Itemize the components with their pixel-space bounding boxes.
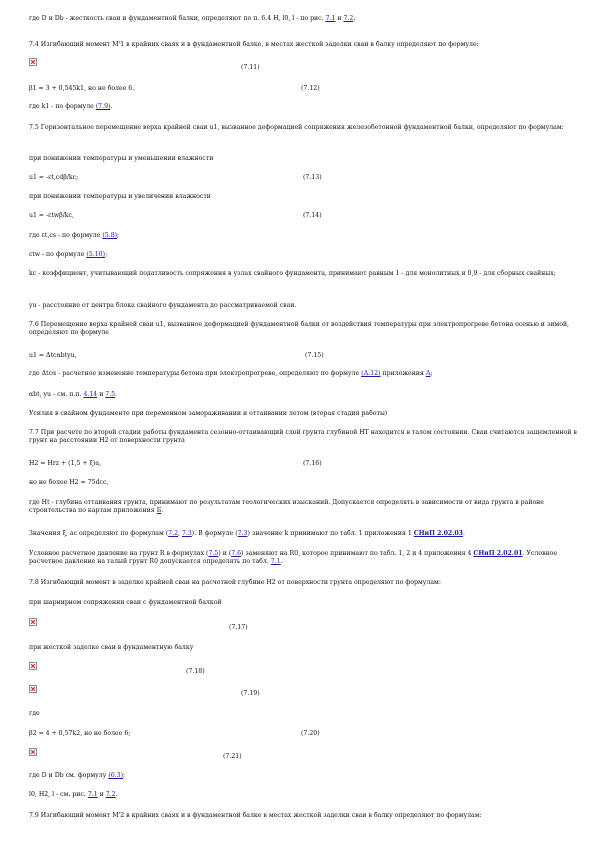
link-table-7-1[interactable]: 7.1 — [270, 558, 281, 565]
formula-number: (7.18) — [186, 668, 205, 675]
link-4-14[interactable]: 4.14 — [83, 391, 98, 398]
formula-number: (7.20) — [301, 730, 320, 737]
text-paragraph: где k1 - по формуле (7.9). — [29, 103, 113, 110]
formula-7-15: u1 = Δtcαbtyu, — [29, 352, 77, 359]
link-7-2[interactable]: 7.2 — [105, 791, 116, 798]
text-paragraph: εtw - по формуле (5.10); — [29, 251, 108, 258]
text-paragraph: при понижении температуры и увеличении влажности — [29, 193, 211, 200]
link-7-2[interactable]: 7.2 — [343, 15, 354, 22]
text-paragraph: yu - расстояние от центра блока свайного фундамента до рассматриваемой сваи. — [29, 302, 297, 309]
text-paragraph: где Ht - глубина оттаивания грунта, принимают по результатам геологических изысканий. Допускается определять в зависимости от вида грунта в районе строительства по картам приложения Б. — [29, 499, 544, 514]
text-paragraph: но не более H2 = 75dcc, — [29, 479, 109, 486]
formula-image-7-19 — [29, 685, 37, 693]
text-paragraph: kc - коэффициент, учитывающий податливость сопряжения в узлах свайного фундамента, принимают равным 1 - для монолитных и 0,9 - для сборных свайных; — [29, 270, 556, 277]
section-7-6: 7.6 Перемещение верха крайней сваи u1, вызванное деформацией фундаментной балки от воздействия температуры при электропрогреве бетона осенью и зимой, определяют по формуле — [29, 321, 570, 336]
formula-number: (7.12) — [301, 85, 320, 92]
section-7-9: 7.9 Изгибающий момент M'2 в крайних сваях и в фундаментной балке в местах жесткой заделки сваи в балку определяют по формулам: — [29, 812, 482, 819]
formula-7-20: β2 = 4 + 0,57k2, но не более 6; — [29, 730, 131, 737]
link-7-1[interactable]: 7.1 — [325, 15, 336, 22]
link-7-3[interactable]: 7.3 — [181, 530, 192, 537]
broken-image-icon — [31, 60, 35, 64]
text-paragraph: Условное расчетное давление на грунт R в формулах (7.5) и (7.6) заменяют на R0, которое принимают по табл. 1, 2 и 4 приложения 4 СНиП 2.02.01. Условное расчетное давление на талый грунт R0 допускается определять по табл. 7.1. — [29, 550, 558, 565]
formula-image-7-18 — [29, 662, 37, 670]
link-formula-6-3[interactable]: (6.3) — [108, 772, 123, 779]
formula-image-7-11 — [29, 58, 37, 66]
formula-number: (7.15) — [305, 352, 324, 359]
formula-number: (7.13) — [303, 174, 322, 181]
text-paragraph: где — [29, 710, 40, 717]
section-7-5: 7.5 Горизонтальное перемещение верха крайней сваи u1, вызванное деформацией сопряжения железобетонной фундаментной балки, определяют по формулам: — [29, 124, 564, 131]
formula-image-7-17 — [29, 618, 37, 626]
section-7-8: 7.8 Изгибающий момент в заделке крайней сваи на расчетной глубине H2 от поверхности грунта определяют по формулам: — [29, 579, 441, 586]
formula-number: (7.16) — [303, 460, 322, 467]
link-7-6[interactable]: 7.6 — [231, 550, 242, 557]
link-7-2[interactable]: 7.2 — [168, 530, 179, 537]
formula-image-7-21 — [29, 748, 37, 756]
broken-image-icon — [31, 687, 35, 691]
link-snip-2-02-03[interactable]: СНиП 2.02.03 — [413, 530, 463, 537]
text-paragraph: где εt,cs - по формуле (5.8); — [29, 232, 120, 239]
formula-number: (7.19) — [241, 690, 260, 697]
text-paragraph: при шарнирном сопряжении сваи с фундаментной балкой — [29, 599, 222, 606]
formula-number: (7.21) — [223, 753, 242, 760]
link-appendix-b[interactable]: Б — [156, 507, 162, 514]
section-7-7: 7.7 При расчете по второй стадии работы фундамента сезонно-оттаивающий слой грунта глубиной HT находится в талом состоянии. Сваи считаются защемленной в грунт на расстоянии H2 от поверхности грунта — [29, 429, 577, 444]
text-paragraph: l0, H2, l - см. рис. 7.1 и 7.2. — [29, 791, 118, 798]
formula-7-14: u1 = -εtwβ/kc, — [29, 212, 74, 219]
text-paragraph: Усилия в свайном фундаменте при переменном замораживании и оттаивании летом (вторая стадия работы) — [29, 410, 388, 417]
link-7-3[interactable]: 7.3 — [237, 530, 248, 537]
text-paragraph: αbt, yu - см. п.п. 4.14 и 7.5. — [29, 391, 118, 398]
formula-number: (7.11) — [241, 64, 260, 71]
link-7-1[interactable]: 7.1 — [87, 791, 98, 798]
section-7-4: 7.4 Изгибающий момент M'1 в крайних сваях и в фундаментной балке, в местах жесткой заделки сваи в балку определяют по формуле: — [29, 41, 479, 48]
text-paragraph: при понижении температуры и уменьшении влажности — [29, 155, 214, 162]
formula-7-13: u1 = -εt,cdβ/kc; — [29, 174, 79, 181]
text-paragraph: при жесткой заделке сваи в фундаментную балку — [29, 644, 194, 651]
formula-7-16: H2 = Hrz + (1,5 + ξ)a, — [29, 460, 102, 467]
broken-image-icon — [31, 750, 35, 754]
formula-7-12: β1 = 3 + 0,545k1, но не более 6. — [29, 85, 135, 92]
link-7-5[interactable]: 7.5 — [208, 550, 219, 557]
broken-image-icon — [31, 620, 35, 624]
link-appendix-a[interactable]: А — [425, 370, 431, 377]
link-formula-a-12[interactable]: (А.12) — [361, 370, 381, 377]
link-snip-2-02-01[interactable]: СНиП 2.02.01 — [473, 550, 523, 557]
link-formula-5-8[interactable]: (5.8) — [102, 232, 118, 239]
formula-number: (7.17) — [229, 624, 248, 631]
link-formula-5-10[interactable]: (5.10) — [86, 251, 105, 258]
broken-image-icon — [31, 664, 35, 668]
text-paragraph: Значения ξ, ас определяют по формулам (7.2, 7.3). В формуле (7.3) значение k принимают по табл. 1 приложения 1 СНиП 2.02.03. — [29, 530, 465, 537]
link-formula-7-9[interactable]: (7.9) — [95, 103, 111, 110]
text-paragraph: где D и Db - жесткость сваи и фундаментной балки, определяют по п. 6.4 H, l0, l - по рис. 7.1 и 7.2. — [29, 15, 356, 22]
text-paragraph: где D и Db см. формулу (6.3); — [29, 772, 126, 779]
text-paragraph: где Δtcα - расчетное изменение температуры бетона при электропрогреве, определяют по формуле (А.12) приложения А; — [29, 370, 433, 377]
link-7-5[interactable]: 7.5 — [105, 391, 116, 398]
formula-number: (7.14) — [303, 212, 322, 219]
